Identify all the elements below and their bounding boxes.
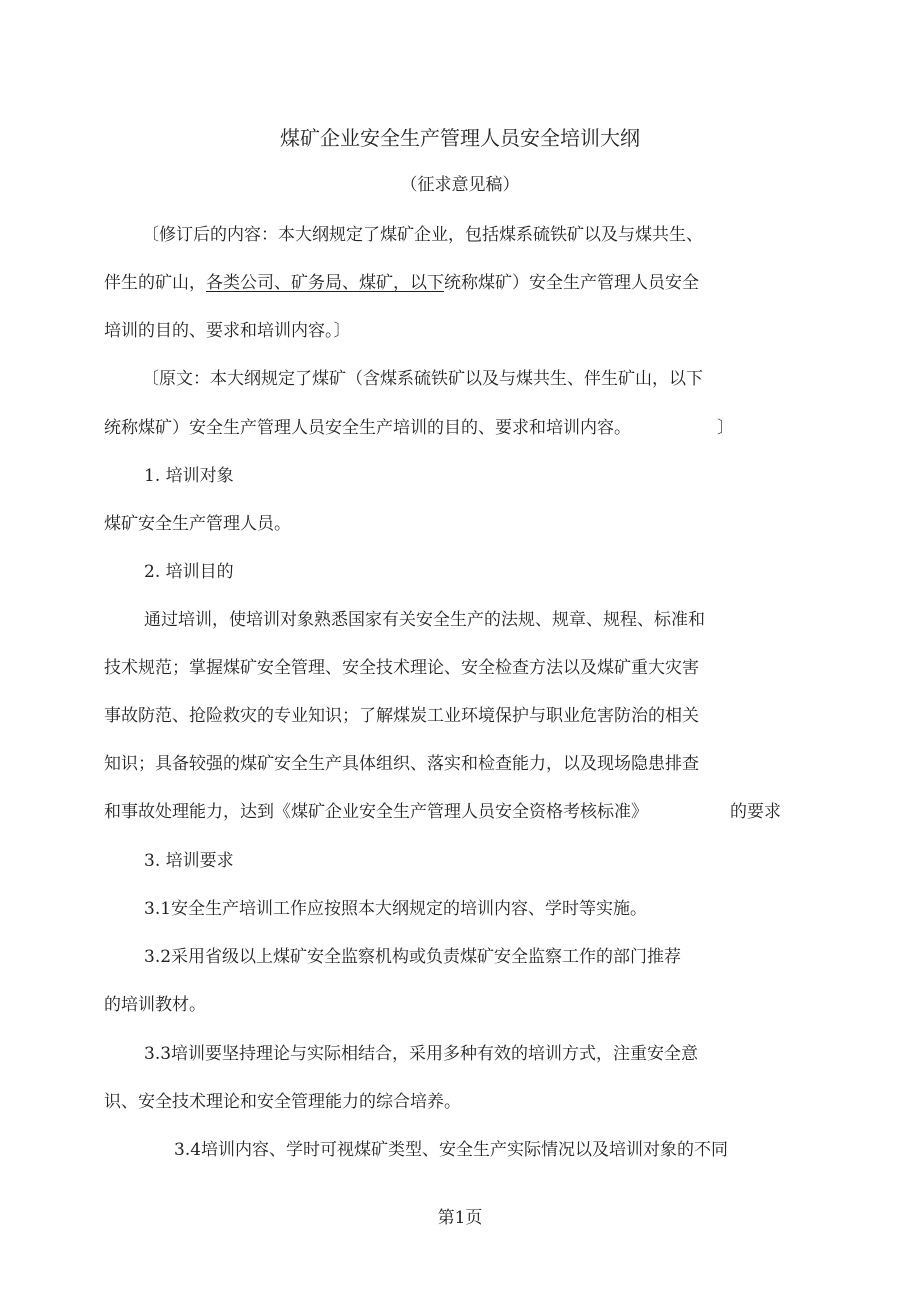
section-3-item-2-line-2: 的培训教材。 (104, 995, 206, 1015)
section-3-item-1: 3.1安全生产培训工作应按照本大纲规定的培训内容、学时等实施。 (144, 899, 648, 919)
section-3-item-4-line-1: 3.4培训内容、学时可视煤矿类型、安全生产实际情况以及培训对象的不同 (174, 1140, 729, 1160)
original-line-2: 统称煤矿）安全生产管理人员安全生产培训的目的、要求和培训内容。 (104, 418, 631, 438)
revised-line-2 (104, 272, 699, 294)
section-2-line: 通过培训，使培训对象熟悉国家有关安全生产的法规、规章、规程、标准和 (144, 610, 705, 630)
section-3-item-3-line-2: 识、安全技术理论和安全管理能力的综合培养。 (104, 1092, 461, 1112)
section-1-body: 煤矿安全生产管理人员。 (104, 514, 291, 534)
page-number: 第1页 (437, 1208, 483, 1228)
revised-line-3: 培训的目的、要求和培训内容。〕 (104, 321, 351, 341)
section-2-line: 知识；具备较强的煤矿安全生产具体组织、落实和检查能力，以及现场隐患排查 (104, 754, 699, 774)
document-subtitle: （征求意见稿） (400, 175, 520, 195)
section-2-line: 事故防范、抢险救灾的专业知识；了解煤炭工业环境保护与职业危害防治的相关 (104, 706, 699, 726)
section-2-line: 技术规范；掌握煤矿安全管理、安全技术理论、安全检查方法以及煤矿重大灾害 (104, 658, 699, 678)
original-line-1: 〔原文：本大纲规定了煤矿（含煤系硫铁矿以及与煤共生、伴生矿山，以下 (142, 369, 703, 389)
section-2-heading: 2. 培训目的 (144, 562, 234, 582)
original-closing-bracket: 〕 (717, 418, 734, 438)
revised-underlined-text: 各类公司、矿务局、煤矿，以下 (206, 273, 444, 293)
section-2-line: 和事故处理能力，达到《煤矿企业安全生产管理人员安全资格考核标准》 (104, 802, 648, 822)
revised-line-2-pre: 伴生的矿山， (104, 273, 206, 293)
section-2-tail: 的要求 (730, 802, 781, 822)
section-3-item-3-line-1: 3.3培训要坚持理论与实际相结合，采用多种有效的培训方式，注重安全意 (144, 1044, 699, 1064)
section-1-heading: 1. 培训对象 (144, 466, 234, 486)
document-title: 煤矿企业安全生产管理人员安全培训大纲 (280, 126, 640, 150)
section-3-item-2-line-1: 3.2采用省级以上煤矿安全监察机构或负责煤矿安全监察工作的部门推荐 (144, 947, 682, 967)
revised-line-2-post: 统称煤矿）安全生产管理人员安全 (444, 273, 699, 293)
revised-line-1: 〔修订后的内容：本大纲规定了煤矿企业，包括煤系硫铁矿以及与煤共生、 (142, 225, 703, 245)
section-3-heading: 3. 培训要求 (144, 851, 234, 871)
